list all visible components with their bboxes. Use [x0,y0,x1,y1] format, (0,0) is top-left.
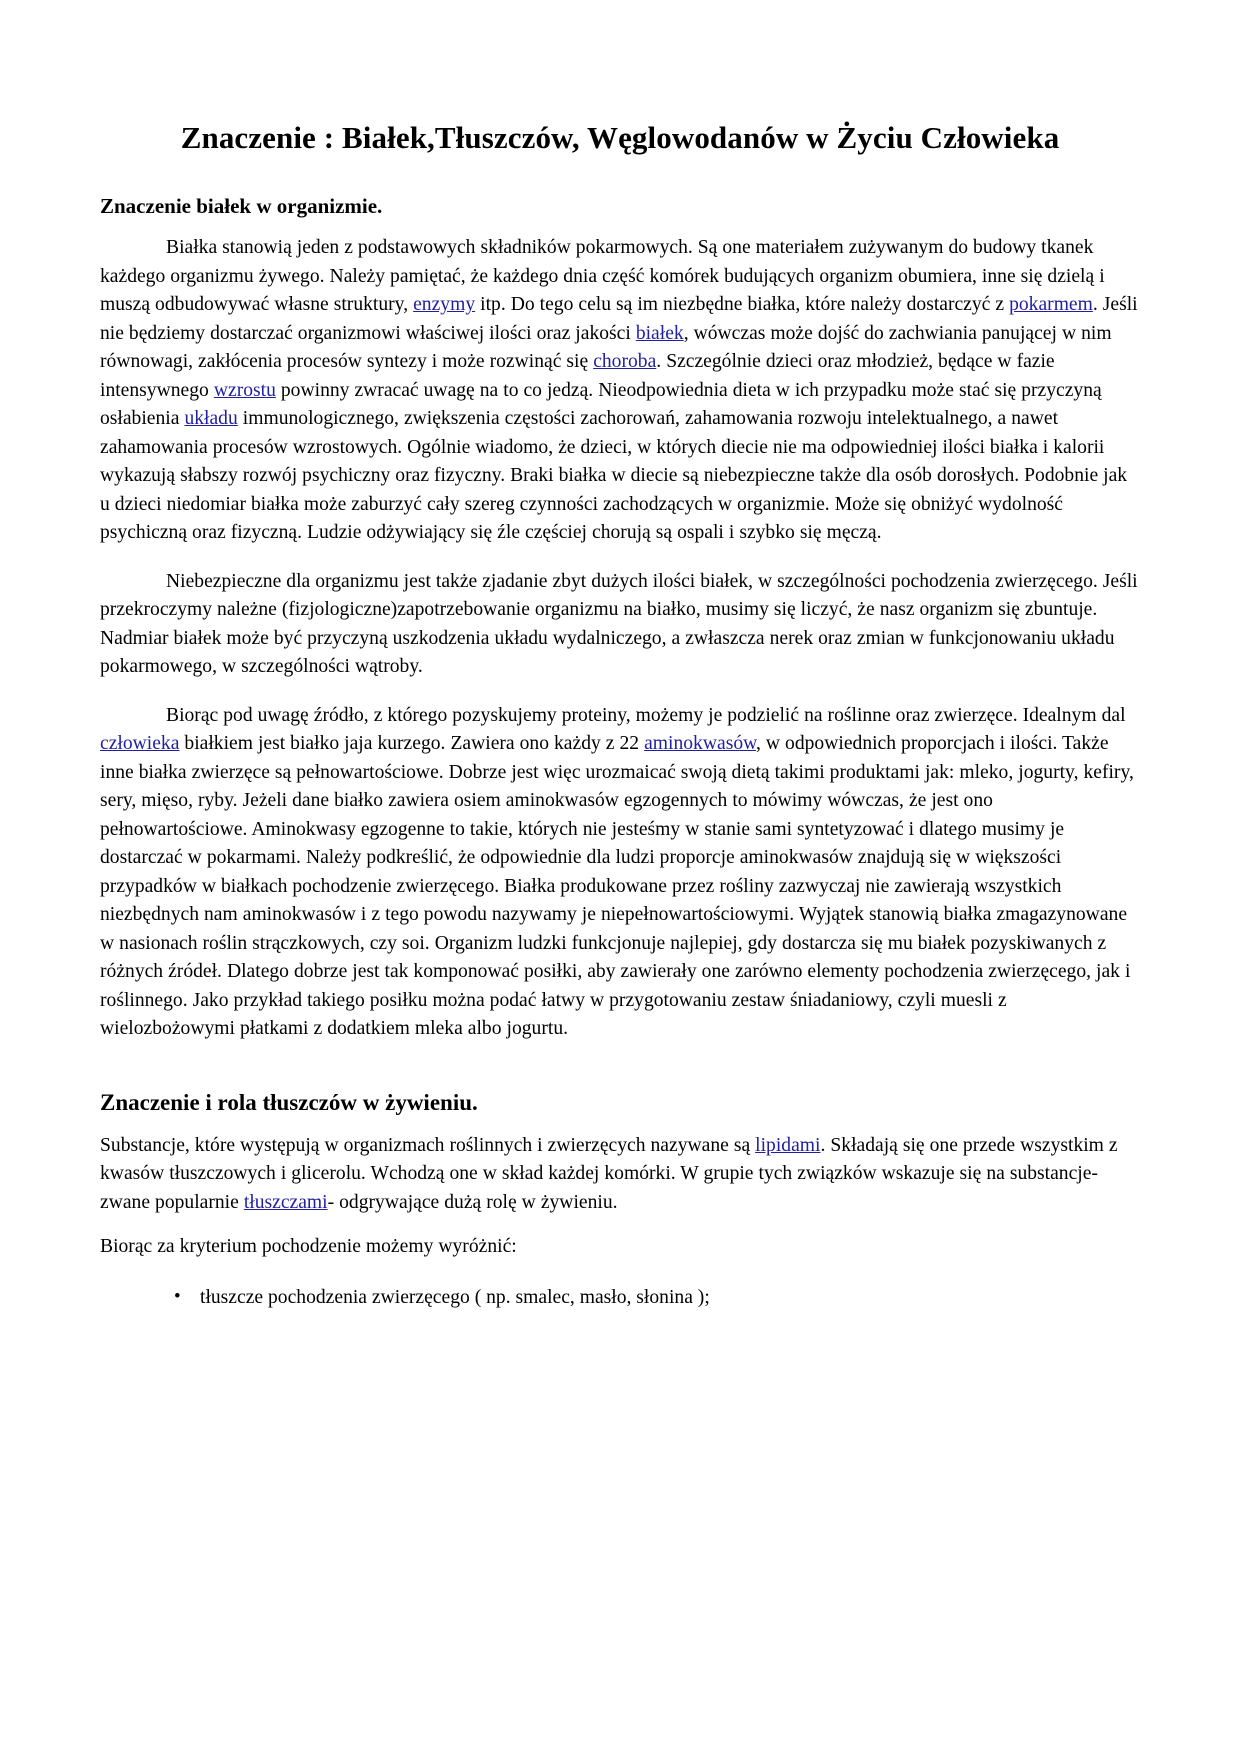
paragraph-fats-1 [100,1132,1140,1218]
text-run: . Szczególnie dzieci oraz młodzież, będące w fazie intensywnego [100,351,1055,401]
text-run: . Składają się one przede wszystkim z kwasów tłuszczowych i glicerolu. Wchodzą one w skład każdej komórki. W grupie tych związków wskazuje się na substancje- zwane popularnie [100,1134,1118,1213]
text-run: . Jeśli nie będziemy dostarczać organizmowi właściwej ilości oraz jakości [100,294,1138,344]
link-tluszczami[interactable]: tłuszczami [243,1191,328,1213]
paragraph-proteins-2: Niebezpieczne dla organizmu jest także zjadanie zbyt dużych ilości białek, w szczególności pochodzenia zwierzęcego. Jeśli przekroczymy należne (fizjologiczne)zapotrzebowanie organizmu na białko, musimy się liczyć, że nasz organizm się zbuntuje. Nadmiar białek może być przyczyną uszkodzenia układu wydalniczego, a zwłaszcza nerek oraz zmian w funkcjonowaniu układu pokarmowego, w szczególności wątroby. [100,570,1138,678]
link-czlowieka[interactable]: człowieka [100,733,180,755]
link-wzrostu[interactable]: wzrostu [213,379,276,401]
text-run: , w odpowiednich proporcjach i ilości. Także inne białka zwierzęce są pełnowartościowe. Dobrze jest więc urozmaicać swoją dietą takimi produktami jak: mleko, jogurty, kefiry, sery, mięso, ryby. Jeżeli dane białko zawiera osiem aminokwasów egzogennych to mówimy wówczas, że jest ono pełnowartościowe. Aminokwasy egzogenne to takie, których nie jesteśmy w stanie sami syntetyzować i dlatego musimy je dostarczać w pokarmami. Należy podkreślić, że odpowiednie dla ludzi proporcje aminokwasów znajdują się w większości przypadków w białkach pochodzenie zwierzęcego. Białka produkowane przez rośliny zazwyczaj nie zawierają wszystkich niezbędnych nam aminokwasów i z tego powodu nazywamy je niepełnowartościowymi. Wyjątek stanowią białka zmagazynowane w nasionach roślin strączkowych, czy soi. Organizm ludzki funkcjonuje najlepiej, gdy dostarcza się mu białek pozyskiwanych z różnych źródeł. Dlatego dobrze jest tak komponować posiłki, aby zawierały one zarówno elementy pochodzenia zwierzęcego, jak i roślinnego. Jako przykład takiego posiłku można podać łatwy w przygotowaniu zestaw śniadaniowy, czyli muesli z wielozbożowymi płatkami z dodatkiem mleka albo jogurtu. [100,733,1134,1040]
section-heading-fats: Znaczenie i rola tłuszczów w żywieniu. [100,1089,478,1115]
fats-origin-list [100,1284,1140,1313]
link-aminokwasow[interactable]: aminokwasów [644,733,756,755]
paragraph-proteins-1 [100,234,1140,548]
text-run: białkiem jest białko jaja kurzego. Zawiera ono każdy z 22 [179,733,645,755]
section-heading-proteins: Znaczenie białek w organizmie. [100,193,383,218]
paragraph-proteins-3 [100,702,1140,1044]
text-run: Biorąc pod uwagę źródło, z którego pozyskujemy proteiny, możemy je podzielić na roślinne oraz zwierzęce. Idealnym dal [166,704,1126,726]
paragraph-fats-2: Biorąc za kryterium pochodzenie możemy wyróżnić: [100,1236,517,1258]
text-run: itp. Do tego celu są im niezbędne białka, które należy dostarczyć z [475,294,1010,316]
link-bialek[interactable]: białek [635,322,684,344]
link-pokarmem[interactable]: pokarmem [1009,294,1093,316]
link-choroba[interactable]: choroba [593,351,657,373]
link-lipidami[interactable]: lipidami [755,1134,821,1156]
text-run: - odgrywające dużą rolę w żywieniu. [327,1191,618,1213]
text-run: powinny zwracać uwagę na to co jedzą. Nieodpowiednia dieta w ich przypadku może stać się przyczyną osłabienia [100,379,1102,430]
link-enzymy[interactable]: enzymy [413,294,476,316]
text-run: Białka stanowią jeden z podstawowych składników pokarmowych. Są one materiałem zużywanym do budowy tkanek każdego organizmu żywego. Należy pamiętać, że każdego dnia część komórek budujących organizm obumiera, inne się dzielą i muszą odbudowywać własne struktury, [100,237,1105,316]
link-ukladu[interactable]: układu [184,408,238,430]
list-item: • tłuszcze pochodzenia zwierzęcego ( np. smalec, masło, słonina ); [174,1284,1140,1313]
text-run: immunologicznego, zwiększenia częstości zachorowań, zahamowania rozwoju intelektualnego, a nawet zahamowania procesów wzrostowych. Ogólnie wiadomo, że dzieci, w których diecie nie ma odpowiedniej ilości białka i kalorii wykazują słabszy rozwój psychiczny oraz fizyczny. Braki białka w diecie są niebezpieczne także dla osób dorosłych. Podobnie jak u dzieci niedomiar białka może zaburzyć cały szereg czynności zachodzących w organizmie. Może się obniżyć wydolność psychiczną oraz fizyczną. Ludzie odżywiający się źle częściej chorują są ospali i szybko się męczą. [100,408,1128,544]
text-run: Substancje, które występują w organizmach roślinnych i zwierzęcych nazywane są [100,1134,756,1156]
page-title: Znaczenie : Białek,Tłuszczów, Węglowodanów w Życiu Człowieka [180,120,1060,155]
text-run: , wówczas może dojść do zachwiania panującej w nim równowagi, zakłócenia procesów syntezy i może rozwinąć się [100,322,1112,373]
